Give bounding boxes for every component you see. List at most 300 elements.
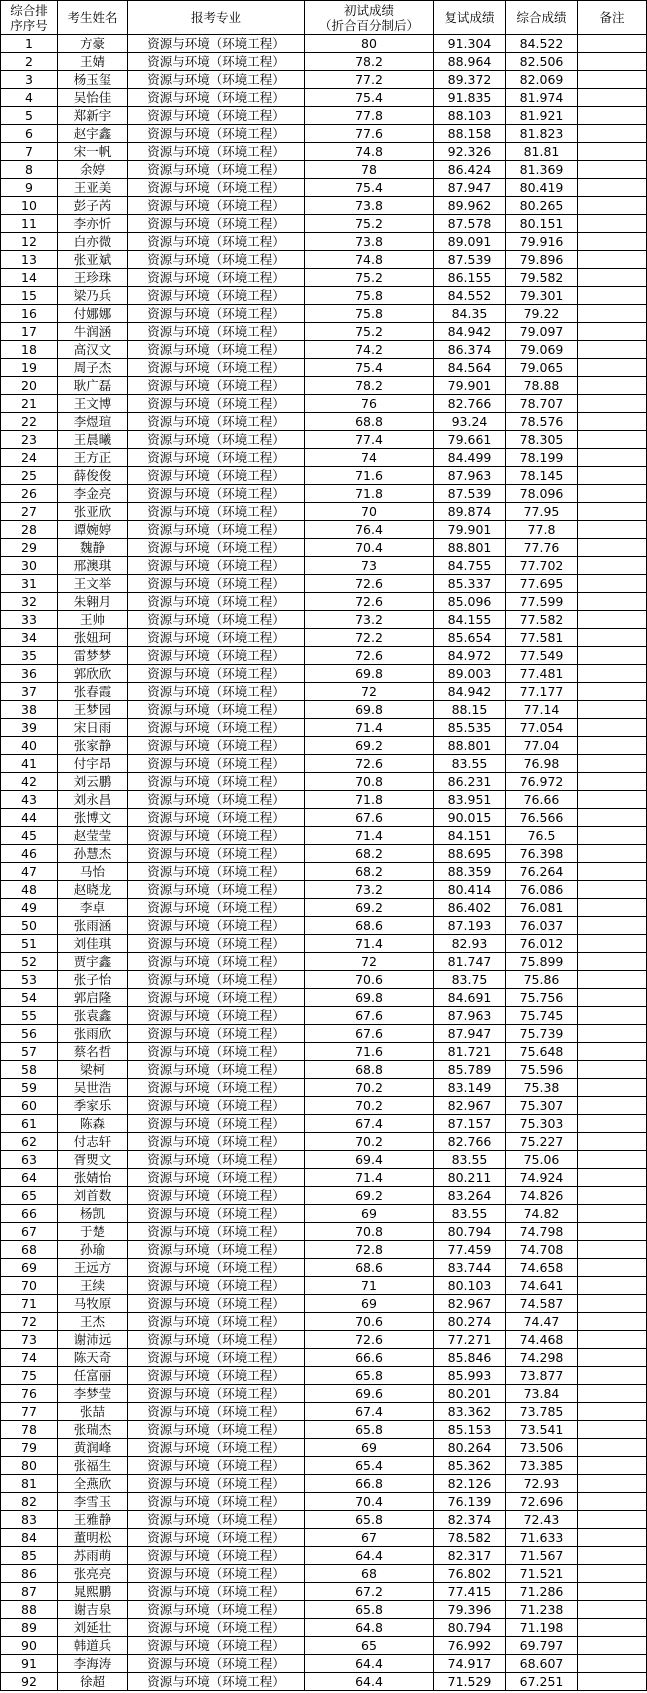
major-cell: 资源与环境（环境工程） bbox=[128, 1205, 305, 1223]
total-score-cell: 75.38 bbox=[506, 1079, 578, 1097]
total-score-cell: 76.5 bbox=[506, 827, 578, 845]
rank-cell: 48 bbox=[1, 881, 58, 899]
total-score-cell: 76.012 bbox=[506, 935, 578, 953]
total-score-cell: 82.506 bbox=[506, 53, 578, 71]
rank-cell: 80 bbox=[1, 1457, 58, 1475]
rank-cell: 45 bbox=[1, 827, 58, 845]
name-cell: 张雨欣 bbox=[58, 1025, 128, 1043]
remark-cell bbox=[578, 1205, 647, 1223]
table-row bbox=[1, 899, 647, 917]
remark-cell bbox=[578, 251, 647, 269]
rank-cell: 10 bbox=[1, 197, 58, 215]
name-cell: 杨凯 bbox=[58, 1205, 128, 1223]
name-cell: 宋日雨 bbox=[58, 719, 128, 737]
total-score-cell: 71.567 bbox=[506, 1547, 578, 1565]
total-score-cell: 73.506 bbox=[506, 1439, 578, 1457]
initial-score-cell: 70.2 bbox=[305, 1097, 434, 1115]
retest-score-cell: 85.535 bbox=[434, 719, 506, 737]
table-row bbox=[1, 665, 647, 683]
major-cell: 资源与环境（环境工程） bbox=[128, 593, 305, 611]
table-row bbox=[1, 1583, 647, 1601]
major-cell: 资源与环境（环境工程） bbox=[128, 935, 305, 953]
initial-score-cell: 65.8 bbox=[305, 1367, 434, 1385]
initial-score-cell: 67.6 bbox=[305, 1025, 434, 1043]
table-row bbox=[1, 935, 647, 953]
major-cell: 资源与环境（环境工程） bbox=[128, 521, 305, 539]
major-cell: 资源与环境（环境工程） bbox=[128, 161, 305, 179]
major-cell: 资源与环境（环境工程） bbox=[128, 1277, 305, 1295]
rank-cell: 63 bbox=[1, 1151, 58, 1169]
name-cell: 陈森 bbox=[58, 1115, 128, 1133]
rank-cell: 61 bbox=[1, 1115, 58, 1133]
major-cell: 资源与环境（环境工程） bbox=[128, 773, 305, 791]
name-cell: 白亦微 bbox=[58, 233, 128, 251]
initial-score-cell: 70.6 bbox=[305, 971, 434, 989]
initial-score-cell: 69 bbox=[305, 1439, 434, 1457]
table-row bbox=[1, 1331, 647, 1349]
total-score-cell: 78.88 bbox=[506, 377, 578, 395]
major-cell: 资源与环境（环境工程） bbox=[128, 197, 305, 215]
rank-cell: 30 bbox=[1, 557, 58, 575]
retest-score-cell: 77.271 bbox=[434, 1331, 506, 1349]
retest-score-cell: 82.766 bbox=[434, 1133, 506, 1151]
retest-score-cell: 83.951 bbox=[434, 791, 506, 809]
major-cell: 资源与环境（环境工程） bbox=[128, 233, 305, 251]
name-cell: 王文博 bbox=[58, 395, 128, 413]
remark-cell bbox=[578, 413, 647, 431]
initial-score-cell: 67.2 bbox=[305, 1583, 434, 1601]
table-row bbox=[1, 629, 647, 647]
table-row bbox=[1, 1619, 647, 1637]
major-cell: 资源与环境（环境工程） bbox=[128, 863, 305, 881]
major-cell: 资源与环境（环境工程） bbox=[128, 1115, 305, 1133]
retest-score-cell: 91.304 bbox=[434, 35, 506, 53]
initial-score-cell: 71.6 bbox=[305, 467, 434, 485]
name-cell: 王续 bbox=[58, 1277, 128, 1295]
rank-cell: 91 bbox=[1, 1655, 58, 1673]
total-score-cell: 76.086 bbox=[506, 881, 578, 899]
remark-cell bbox=[578, 1439, 647, 1457]
rank-cell: 75 bbox=[1, 1367, 58, 1385]
rank-cell: 62 bbox=[1, 1133, 58, 1151]
initial-score-cell: 71 bbox=[305, 1277, 434, 1295]
rank-cell: 7 bbox=[1, 143, 58, 161]
table-row bbox=[1, 1079, 647, 1097]
name-cell: 刘延壮 bbox=[58, 1619, 128, 1637]
rank-cell: 15 bbox=[1, 287, 58, 305]
rank-cell: 81 bbox=[1, 1475, 58, 1493]
name-cell: 张博文 bbox=[58, 809, 128, 827]
total-score-cell: 76.566 bbox=[506, 809, 578, 827]
rank-cell: 27 bbox=[1, 503, 58, 521]
remark-cell bbox=[578, 1673, 647, 1691]
total-score-cell: 77.95 bbox=[506, 503, 578, 521]
remark-cell bbox=[578, 863, 647, 881]
retest-score-cell: 85.789 bbox=[434, 1061, 506, 1079]
name-cell: 徐超 bbox=[58, 1673, 128, 1691]
remark-cell bbox=[578, 1241, 647, 1259]
header-name: 考生姓名 bbox=[58, 1, 128, 35]
initial-score-cell: 65.8 bbox=[305, 1511, 434, 1529]
initial-score-cell: 67.6 bbox=[305, 809, 434, 827]
total-score-cell: 74.924 bbox=[506, 1169, 578, 1187]
table-row bbox=[1, 1421, 647, 1439]
table-row bbox=[1, 809, 647, 827]
rank-cell: 2 bbox=[1, 53, 58, 71]
table-row bbox=[1, 881, 647, 899]
retest-score-cell: 92.326 bbox=[434, 143, 506, 161]
table-row bbox=[1, 233, 647, 251]
table-row bbox=[1, 35, 647, 53]
major-cell: 资源与环境（环境工程） bbox=[128, 1043, 305, 1061]
remark-cell bbox=[578, 287, 647, 305]
total-score-cell: 81.81 bbox=[506, 143, 578, 161]
rank-cell: 73 bbox=[1, 1331, 58, 1349]
remark-cell bbox=[578, 107, 647, 125]
total-score-cell: 84.522 bbox=[506, 35, 578, 53]
remark-cell bbox=[578, 737, 647, 755]
total-score-cell: 78.305 bbox=[506, 431, 578, 449]
table-row bbox=[1, 467, 647, 485]
name-cell: 郭欣欣 bbox=[58, 665, 128, 683]
retest-score-cell: 83.55 bbox=[434, 755, 506, 773]
name-cell: 王帅 bbox=[58, 611, 128, 629]
retest-score-cell: 93.24 bbox=[434, 413, 506, 431]
rank-cell: 64 bbox=[1, 1169, 58, 1187]
table-row bbox=[1, 1637, 647, 1655]
name-cell: 张婧怡 bbox=[58, 1169, 128, 1187]
total-score-cell: 79.065 bbox=[506, 359, 578, 377]
total-score-cell: 71.238 bbox=[506, 1601, 578, 1619]
initial-score-cell: 67.6 bbox=[305, 1007, 434, 1025]
major-cell: 资源与环境（环境工程） bbox=[128, 683, 305, 701]
rank-cell: 56 bbox=[1, 1025, 58, 1043]
total-score-cell: 74.587 bbox=[506, 1295, 578, 1313]
major-cell: 资源与环境（环境工程） bbox=[128, 1457, 305, 1475]
total-score-cell: 74.641 bbox=[506, 1277, 578, 1295]
remark-cell bbox=[578, 35, 647, 53]
name-cell: 季家乐 bbox=[58, 1097, 128, 1115]
major-cell: 资源与环境（环境工程） bbox=[128, 1547, 305, 1565]
rank-cell: 8 bbox=[1, 161, 58, 179]
rank-cell: 89 bbox=[1, 1619, 58, 1637]
total-score-cell: 75.596 bbox=[506, 1061, 578, 1079]
rank-cell: 6 bbox=[1, 125, 58, 143]
initial-score-cell: 64.8 bbox=[305, 1619, 434, 1637]
retest-score-cell: 80.211 bbox=[434, 1169, 506, 1187]
major-cell: 资源与环境（环境工程） bbox=[128, 287, 305, 305]
remark-cell bbox=[578, 1655, 647, 1673]
total-score-cell: 71.633 bbox=[506, 1529, 578, 1547]
initial-score-cell: 68.8 bbox=[305, 1061, 434, 1079]
total-score-cell: 77.04 bbox=[506, 737, 578, 755]
rank-cell: 59 bbox=[1, 1079, 58, 1097]
name-cell: 郭启隆 bbox=[58, 989, 128, 1007]
total-score-cell: 73.785 bbox=[506, 1403, 578, 1421]
table-row bbox=[1, 1151, 647, 1169]
major-cell: 资源与环境（环境工程） bbox=[128, 1421, 305, 1439]
name-cell: 方豪 bbox=[58, 35, 128, 53]
major-cell: 资源与环境（环境工程） bbox=[128, 917, 305, 935]
remark-cell bbox=[578, 1457, 647, 1475]
total-score-cell: 79.301 bbox=[506, 287, 578, 305]
table-row bbox=[1, 989, 647, 1007]
table-row bbox=[1, 1115, 647, 1133]
name-cell: 王雅静 bbox=[58, 1511, 128, 1529]
major-cell: 资源与环境（环境工程） bbox=[128, 899, 305, 917]
table-row bbox=[1, 179, 647, 197]
rank-cell: 28 bbox=[1, 521, 58, 539]
initial-score-cell: 66.8 bbox=[305, 1475, 434, 1493]
major-cell: 资源与环境（环境工程） bbox=[128, 359, 305, 377]
table-row bbox=[1, 1601, 647, 1619]
major-cell: 资源与环境（环境工程） bbox=[128, 737, 305, 755]
remark-cell bbox=[578, 755, 647, 773]
name-cell: 李金亮 bbox=[58, 485, 128, 503]
initial-score-cell: 73.8 bbox=[305, 197, 434, 215]
remark-cell bbox=[578, 791, 647, 809]
rank-cell: 77 bbox=[1, 1403, 58, 1421]
table-row bbox=[1, 701, 647, 719]
major-cell: 资源与环境（环境工程） bbox=[128, 413, 305, 431]
initial-score-cell: 72.6 bbox=[305, 575, 434, 593]
rank-cell: 21 bbox=[1, 395, 58, 413]
total-score-cell: 72.696 bbox=[506, 1493, 578, 1511]
table-row bbox=[1, 413, 647, 431]
remark-cell bbox=[578, 53, 647, 71]
retest-score-cell: 84.499 bbox=[434, 449, 506, 467]
rank-cell: 85 bbox=[1, 1547, 58, 1565]
retest-score-cell: 88.103 bbox=[434, 107, 506, 125]
table-row bbox=[1, 755, 647, 773]
table-body bbox=[1, 35, 647, 1691]
table-row bbox=[1, 431, 647, 449]
initial-score-cell: 71.4 bbox=[305, 719, 434, 737]
remark-cell bbox=[578, 521, 647, 539]
remark-cell bbox=[578, 341, 647, 359]
remark-cell bbox=[578, 575, 647, 593]
initial-score-cell: 72.6 bbox=[305, 755, 434, 773]
name-cell: 郑新宇 bbox=[58, 107, 128, 125]
total-score-cell: 77.054 bbox=[506, 719, 578, 737]
initial-score-cell: 69.2 bbox=[305, 1187, 434, 1205]
name-cell: 王亚美 bbox=[58, 179, 128, 197]
initial-score-cell: 65 bbox=[305, 1637, 434, 1655]
remark-cell bbox=[578, 719, 647, 737]
remark-cell bbox=[578, 629, 647, 647]
name-cell: 王文举 bbox=[58, 575, 128, 593]
initial-score-cell: 72 bbox=[305, 953, 434, 971]
retest-score-cell: 89.003 bbox=[434, 665, 506, 683]
retest-score-cell: 87.157 bbox=[434, 1115, 506, 1133]
rank-cell: 34 bbox=[1, 629, 58, 647]
table-row bbox=[1, 1061, 647, 1079]
remark-cell bbox=[578, 1061, 647, 1079]
rank-cell: 42 bbox=[1, 773, 58, 791]
major-cell: 资源与环境（环境工程） bbox=[128, 1169, 305, 1187]
name-cell: 王杰 bbox=[58, 1313, 128, 1331]
table-row bbox=[1, 953, 647, 971]
name-cell: 李卓 bbox=[58, 899, 128, 917]
major-cell: 资源与环境（环境工程） bbox=[128, 701, 305, 719]
header-major: 报考专业 bbox=[128, 1, 305, 35]
retest-score-cell: 87.947 bbox=[434, 1025, 506, 1043]
initial-score-cell: 68.6 bbox=[305, 1259, 434, 1277]
retest-score-cell: 88.801 bbox=[434, 539, 506, 557]
retest-score-cell: 83.55 bbox=[434, 1205, 506, 1223]
total-score-cell: 75.756 bbox=[506, 989, 578, 1007]
header-retest-score: 复试成绩 bbox=[434, 1, 506, 35]
total-score-cell: 78.145 bbox=[506, 467, 578, 485]
remark-cell bbox=[578, 143, 647, 161]
rank-cell: 51 bbox=[1, 935, 58, 953]
name-cell: 全燕欣 bbox=[58, 1475, 128, 1493]
rank-cell: 13 bbox=[1, 251, 58, 269]
major-cell: 资源与环境（环境工程） bbox=[128, 1493, 305, 1511]
name-cell: 李海涛 bbox=[58, 1655, 128, 1673]
rank-cell: 18 bbox=[1, 341, 58, 359]
major-cell: 资源与环境（环境工程） bbox=[128, 431, 305, 449]
initial-score-cell: 71.4 bbox=[305, 935, 434, 953]
total-score-cell: 75.307 bbox=[506, 1097, 578, 1115]
table-row bbox=[1, 503, 647, 521]
name-cell: 张瑞杰 bbox=[58, 1421, 128, 1439]
remark-cell bbox=[578, 647, 647, 665]
retest-score-cell: 79.396 bbox=[434, 1601, 506, 1619]
major-cell: 资源与环境（环境工程） bbox=[128, 215, 305, 233]
name-cell: 宋一帆 bbox=[58, 143, 128, 161]
major-cell: 资源与环境（环境工程） bbox=[128, 1313, 305, 1331]
major-cell: 资源与环境（环境工程） bbox=[128, 989, 305, 1007]
major-cell: 资源与环境（环境工程） bbox=[128, 377, 305, 395]
major-cell: 资源与环境（环境工程） bbox=[128, 1637, 305, 1655]
name-cell: 张妞珂 bbox=[58, 629, 128, 647]
major-cell: 资源与环境（环境工程） bbox=[128, 179, 305, 197]
retest-score-cell: 90.015 bbox=[434, 809, 506, 827]
remark-cell bbox=[578, 1295, 647, 1313]
major-cell: 资源与环境（环境工程） bbox=[128, 647, 305, 665]
remark-cell bbox=[578, 1169, 647, 1187]
total-score-cell: 72.93 bbox=[506, 1475, 578, 1493]
initial-score-cell: 70.2 bbox=[305, 1079, 434, 1097]
total-score-cell: 73.877 bbox=[506, 1367, 578, 1385]
initial-score-cell: 70.4 bbox=[305, 539, 434, 557]
retest-score-cell: 84.972 bbox=[434, 647, 506, 665]
rank-cell: 25 bbox=[1, 467, 58, 485]
total-score-cell: 80.419 bbox=[506, 179, 578, 197]
table-row bbox=[1, 1439, 647, 1457]
rank-cell: 36 bbox=[1, 665, 58, 683]
remark-cell bbox=[578, 971, 647, 989]
initial-score-cell: 76.4 bbox=[305, 521, 434, 539]
rank-cell: 19 bbox=[1, 359, 58, 377]
name-cell: 吴世浩 bbox=[58, 1079, 128, 1097]
table-row bbox=[1, 53, 647, 71]
name-cell: 于楚 bbox=[58, 1223, 128, 1241]
major-cell: 资源与环境（环境工程） bbox=[128, 1385, 305, 1403]
total-score-cell: 82.069 bbox=[506, 71, 578, 89]
major-cell: 资源与环境（环境工程） bbox=[128, 1655, 305, 1673]
retest-score-cell: 87.963 bbox=[434, 1007, 506, 1025]
rank-cell: 70 bbox=[1, 1277, 58, 1295]
major-cell: 资源与环境（环境工程） bbox=[128, 1475, 305, 1493]
table-row bbox=[1, 377, 647, 395]
table-row bbox=[1, 143, 647, 161]
major-cell: 资源与环境（环境工程） bbox=[128, 1133, 305, 1151]
major-cell: 资源与环境（环境工程） bbox=[128, 1187, 305, 1205]
table-row bbox=[1, 683, 647, 701]
total-score-cell: 78.707 bbox=[506, 395, 578, 413]
table-row bbox=[1, 359, 647, 377]
table-row bbox=[1, 971, 647, 989]
rank-cell: 67 bbox=[1, 1223, 58, 1241]
name-cell: 刘首数 bbox=[58, 1187, 128, 1205]
total-score-cell: 78.199 bbox=[506, 449, 578, 467]
remark-cell bbox=[578, 1259, 647, 1277]
table-row bbox=[1, 1547, 647, 1565]
name-cell: 刘云鹏 bbox=[58, 773, 128, 791]
total-score-cell: 74.468 bbox=[506, 1331, 578, 1349]
retest-score-cell: 83.55 bbox=[434, 1151, 506, 1169]
rank-cell: 35 bbox=[1, 647, 58, 665]
table-row bbox=[1, 1511, 647, 1529]
remark-cell bbox=[578, 1133, 647, 1151]
major-cell: 资源与环境（环境工程） bbox=[128, 845, 305, 863]
remark-cell bbox=[578, 377, 647, 395]
name-cell: 孙瑜 bbox=[58, 1241, 128, 1259]
remark-cell bbox=[578, 1547, 647, 1565]
table-row bbox=[1, 1367, 647, 1385]
table-row bbox=[1, 611, 647, 629]
total-score-cell: 73.541 bbox=[506, 1421, 578, 1439]
table-row bbox=[1, 1457, 647, 1475]
total-score-cell: 76.398 bbox=[506, 845, 578, 863]
rank-cell: 24 bbox=[1, 449, 58, 467]
initial-score-cell: 75.8 bbox=[305, 287, 434, 305]
major-cell: 资源与环境（环境工程） bbox=[128, 1511, 305, 1529]
remark-cell bbox=[578, 233, 647, 251]
name-cell: 魏静 bbox=[58, 539, 128, 557]
name-cell: 韩道兵 bbox=[58, 1637, 128, 1655]
retest-score-cell: 76.139 bbox=[434, 1493, 506, 1511]
rank-cell: 5 bbox=[1, 107, 58, 125]
rank-cell: 66 bbox=[1, 1205, 58, 1223]
major-cell: 资源与环境（环境工程） bbox=[128, 1241, 305, 1259]
remark-cell bbox=[578, 557, 647, 575]
table-row bbox=[1, 269, 647, 287]
name-cell: 赵晓龙 bbox=[58, 881, 128, 899]
name-cell: 赵莹莹 bbox=[58, 827, 128, 845]
total-score-cell: 77.702 bbox=[506, 557, 578, 575]
rank-cell: 68 bbox=[1, 1241, 58, 1259]
major-cell: 资源与环境（环境工程） bbox=[128, 89, 305, 107]
name-cell: 张雨涵 bbox=[58, 917, 128, 935]
rank-cell: 55 bbox=[1, 1007, 58, 1025]
name-cell: 高汉文 bbox=[58, 341, 128, 359]
initial-score-cell: 67 bbox=[305, 1529, 434, 1547]
initial-score-cell: 69.2 bbox=[305, 737, 434, 755]
rank-cell: 65 bbox=[1, 1187, 58, 1205]
remark-cell bbox=[578, 1385, 647, 1403]
retest-score-cell: 77.459 bbox=[434, 1241, 506, 1259]
total-score-cell: 71.521 bbox=[506, 1565, 578, 1583]
total-score-cell: 77.76 bbox=[506, 539, 578, 557]
remark-cell bbox=[578, 845, 647, 863]
major-cell: 资源与环境（环境工程） bbox=[128, 449, 305, 467]
retest-score-cell: 82.967 bbox=[434, 1295, 506, 1313]
major-cell: 资源与环境（环境工程） bbox=[128, 665, 305, 683]
rank-cell: 31 bbox=[1, 575, 58, 593]
